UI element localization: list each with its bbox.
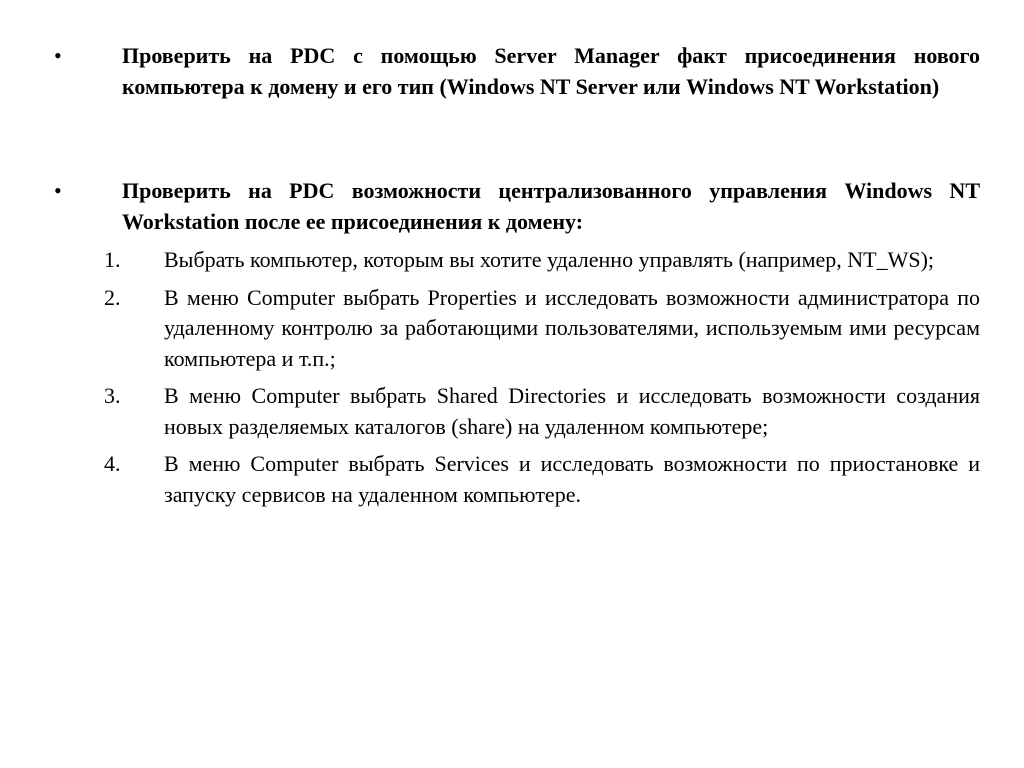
- bullet-icon: •: [54, 178, 62, 203]
- step-number: 2.: [104, 284, 121, 310]
- step-item-shared-directories: [0, 381, 1024, 442]
- steps-list: [0, 245, 1024, 510]
- step-text: Выбрать компьютер, которым вы хотите удаленно управлять (например, NT_WS);: [164, 247, 935, 272]
- step-number: 4.: [104, 451, 121, 476]
- step-item-properties: [0, 283, 1024, 375]
- step-item-services: [0, 449, 1024, 510]
- step-text: В меню Computer выбрать Shared Directories и исследовать возможности создания новых разделяемых каталогов (share) на удаленном компьютере;: [164, 383, 980, 439]
- bullet-icon: •: [54, 43, 62, 68]
- step-text: В меню Computer выбрать Properties и исследовать возможности администратора по удаленному контролю за работающими пользователями, используемым ими ресурсам компьютера и т.п.;: [164, 284, 980, 371]
- bullet-text: Проверить на PDC с помощью Server Manager факт присоединения нового компьютера к домену и его тип (Windows NT Server или Windows NT Workstation): [122, 43, 980, 99]
- step-text: В меню Computer выбрать Services и исследовать возможности по приостановке и запуску сервисов на удаленном компьютере.: [164, 451, 980, 507]
- step-number: 1.: [104, 247, 121, 272]
- step-number: 3.: [104, 383, 121, 408]
- step-item-select-computer: [0, 245, 1024, 276]
- bullet-text: Проверить на PDC возможности централизованного управления Windows NT Workstation после ее присоединения к домену:: [122, 178, 980, 234]
